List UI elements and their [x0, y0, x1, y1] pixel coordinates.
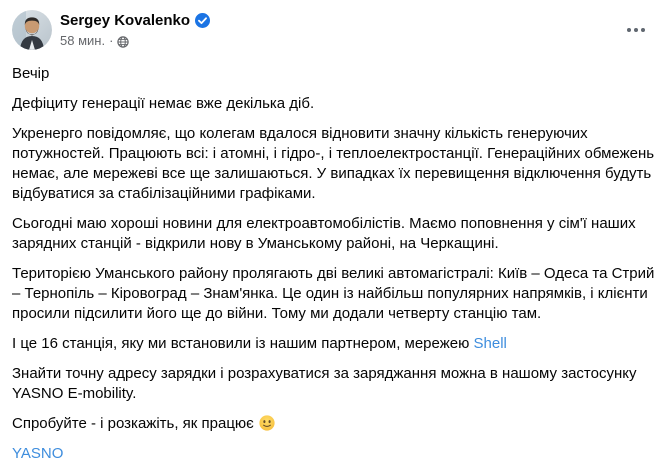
meta-separator: · [109, 33, 114, 48]
post-paragraph: Сьогодні маю хороші новини для електроавтомобілістів. Маємо поповнення у сім'ї наших зарядних станцій - відкрили нову в Уманському районі, на Черкащині. [12, 215, 636, 252]
post-paragraph: Укренерго повідомляє, що колегам вдалося відновити значну кількість генеруючих потужностей. Працюють всі: і атомні, і гідро-, і теплоелектростанції. Генераційних обмежень немає, але мережеві все ще залишаються. У випадках їх перевищення відключення будуть відбуватися за стабілізаційними графіками. [12, 125, 655, 202]
globe-public-icon [117, 36, 129, 48]
verified-badge-icon [195, 13, 210, 28]
post-body [0, 50, 668, 464]
slightly-smiling-emoji-icon [259, 415, 275, 431]
post-meta [60, 33, 620, 49]
three-dots-icon [627, 28, 645, 32]
avatar-image [12, 10, 52, 50]
author-name[interactable]: Sergey Kovalenko [60, 12, 191, 29]
post-paragraph: Спробуйте - і розкажіть, як працює [12, 414, 656, 434]
post-paragraph [12, 444, 656, 464]
post-paragraph: Знайти точну адресу зарядки і розрахуватися за заряджання можна в нашому застосунку YASNO E-mobility. [12, 365, 637, 402]
post-header [0, 0, 668, 50]
post-paragraph: Вечір [12, 65, 50, 82]
shell-link[interactable]: Shell [473, 335, 507, 352]
post-paragraph: Територією Уманського району пролягають дві великі автомагістралі: Київ – Одеса та Стрий – Тернопіль – Кіровоград – Знам'янка. Це один із найбільш популярних напрямків, і клієнти просили підсилити його ще до війни. Тому ми додали четверту станцію там. [12, 265, 655, 322]
post-timestamp[interactable]: 58 мин. [60, 33, 106, 48]
post-options-button[interactable] [620, 14, 652, 46]
avatar[interactable] [12, 10, 52, 50]
post-paragraph: Дефіциту генерації немає вже декілька діб. [12, 95, 315, 112]
yasno-link[interactable]: YASNO [12, 445, 64, 462]
post-paragraph: І це 16 станція, яку ми встановили із нашим партнером, мережею Shell [12, 335, 507, 352]
post-header-text [60, 10, 620, 49]
